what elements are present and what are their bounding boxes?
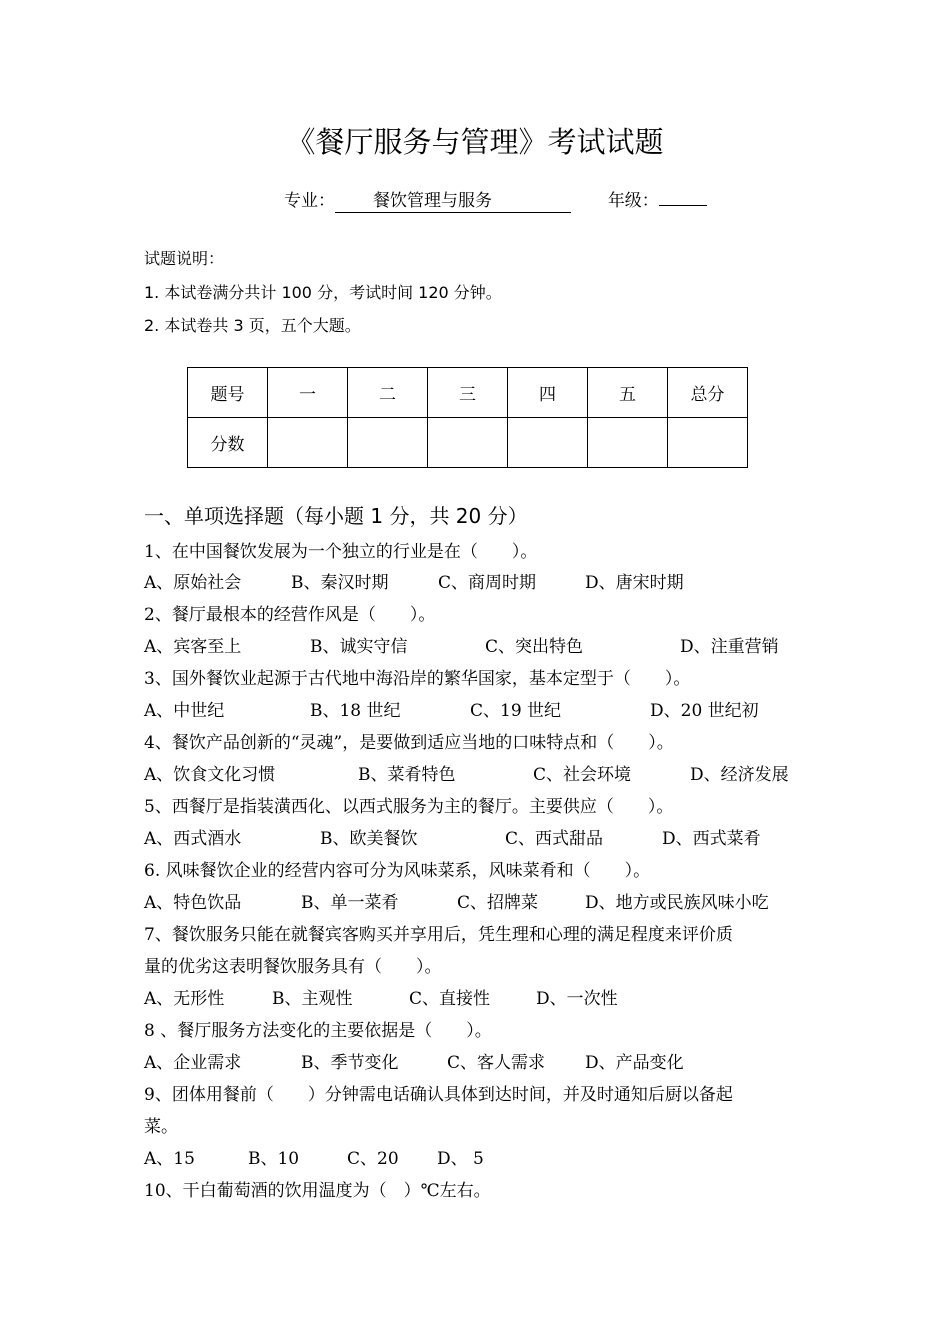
- option-c: C、20: [347, 1149, 399, 1169]
- option-b: B、主观性: [272, 989, 353, 1009]
- option-d: D、经济发展: [690, 765, 789, 785]
- exam-title: 《餐厅服务与管理》考试试题: [286, 125, 664, 159]
- option-a: A、原始社会: [144, 573, 242, 593]
- option-c: C、直接性: [409, 989, 491, 1009]
- option-a: A、饮食文化习惯: [144, 765, 276, 785]
- option-d: D、注重营销: [680, 637, 779, 657]
- notes-heading: 试题说明：: [144, 249, 225, 268]
- grade-value: [659, 205, 707, 206]
- option-b: B、菜肴特色: [358, 765, 456, 785]
- notes-line-1: 1. 本试卷满分共计 100 分，考试时间 120 分钟。: [144, 283, 502, 302]
- option-d: D、20 世纪初: [650, 701, 759, 721]
- option-a: A、15: [144, 1149, 195, 1169]
- option-d: D、一次性: [536, 989, 618, 1009]
- option-c: C、商周时期: [438, 573, 537, 593]
- score-table-header-row: [188, 368, 748, 418]
- header-cell-4: 四: [508, 368, 588, 418]
- header-cell-total: 总分: [668, 368, 748, 418]
- option-b: B、诚实守信: [310, 637, 408, 657]
- score-table: [187, 367, 748, 468]
- option-b: B、秦汉时期: [291, 573, 389, 593]
- option-b: B、欧美餐饮: [320, 829, 418, 849]
- option-a: A、宾客至上: [144, 637, 242, 657]
- score-cell-1: [268, 418, 348, 468]
- option-b: B、10: [248, 1149, 300, 1169]
- option-c: C、社会环境: [533, 765, 632, 785]
- header-cell-1: 一: [268, 368, 348, 418]
- option-a: A、西式酒水: [144, 829, 242, 849]
- question-3-stem: 3、国外餐饮业起源于古代地中海沿岸的繁华国家，基本定型于（ ）。: [144, 669, 691, 689]
- question-2-stem: 2、餐厅最根本的经营作风是（ ）。: [144, 605, 436, 625]
- option-d: D、 5: [437, 1149, 484, 1169]
- score-cell-2: [348, 418, 428, 468]
- score-cell-5: [588, 418, 668, 468]
- score-table-score-row: [188, 418, 748, 468]
- option-d: D、地方或民族风味小吃: [585, 893, 769, 913]
- score-cell-3: [428, 418, 508, 468]
- option-c: C、西式甜品: [505, 829, 604, 849]
- question-7-stem: 7、餐饮服务只能在就餐宾客购买并享用后，凭生理和心理的满足程度来评价质: [144, 925, 733, 945]
- header-cell-5: 五: [588, 368, 668, 418]
- question-6-stem: 6. 风味餐饮企业的经营内容可分为风味菜系，风味菜肴和（ ）。: [144, 861, 651, 881]
- header-cell-3: 三: [428, 368, 508, 418]
- question-5-stem: 5、西餐厅是指装潢西化、以西式服务为主的餐厅。主要供应（ ）。: [144, 797, 674, 817]
- option-c: C、客人需求: [447, 1053, 546, 1073]
- section-1-heading: 一、单项选择题（每小题 1 分，共 20 分）: [144, 504, 528, 528]
- exam-meta: [284, 186, 707, 213]
- option-d: D、西式菜肴: [662, 829, 761, 849]
- option-b: B、季节变化: [301, 1053, 399, 1073]
- score-cell-4: [508, 418, 588, 468]
- option-a: A、无形性: [144, 989, 225, 1009]
- grade-label: 年级：: [607, 191, 659, 211]
- header-cell-number: 题号: [188, 368, 268, 418]
- option-c: C、突出特色: [485, 637, 584, 657]
- option-b: B、18 世纪: [310, 701, 401, 721]
- major-value: 餐饮管理与服务: [335, 190, 571, 213]
- question-1-stem: 1、在中国餐饮发展为一个独立的行业是在（ ）。: [144, 542, 538, 562]
- score-row-label: 分数: [188, 418, 268, 468]
- option-c: C、招牌菜: [457, 893, 539, 913]
- score-cell-total: [668, 418, 748, 468]
- option-a: A、企业需求: [144, 1053, 242, 1073]
- notes-line-2: 2. 本试卷共 3 页，五个大题。: [144, 316, 361, 335]
- option-b: B、单一菜肴: [301, 893, 399, 913]
- question-4-stem: 4、餐饮产品创新的“灵魂”，是要做到适应当地的口味特点和（ ）。: [144, 733, 674, 753]
- question-9-stem-continued: 菜。: [144, 1117, 178, 1137]
- option-a: A、特色饮品: [144, 893, 242, 913]
- header-cell-2: 二: [348, 368, 428, 418]
- option-c: C、19 世纪: [470, 701, 562, 721]
- option-d: D、唐宋时期: [585, 573, 684, 593]
- major-label: 专业：: [284, 191, 335, 211]
- option-d: D、产品变化: [585, 1053, 684, 1073]
- question-7-stem-continued: 量的优劣这表明餐饮服务具有（ ）。: [144, 957, 442, 977]
- question-10-stem: 10、干白葡萄酒的饮用温度为（ ）℃左右。: [144, 1181, 491, 1201]
- question-8-stem: 8 、餐厅服务方法变化的主要依据是（ ）。: [144, 1021, 492, 1041]
- option-a: A、中世纪: [144, 701, 225, 721]
- question-9-stem: 9、团体用餐前（ ）分钟需电话确认具体到达时间，并及时通知后厨以备起: [144, 1085, 733, 1105]
